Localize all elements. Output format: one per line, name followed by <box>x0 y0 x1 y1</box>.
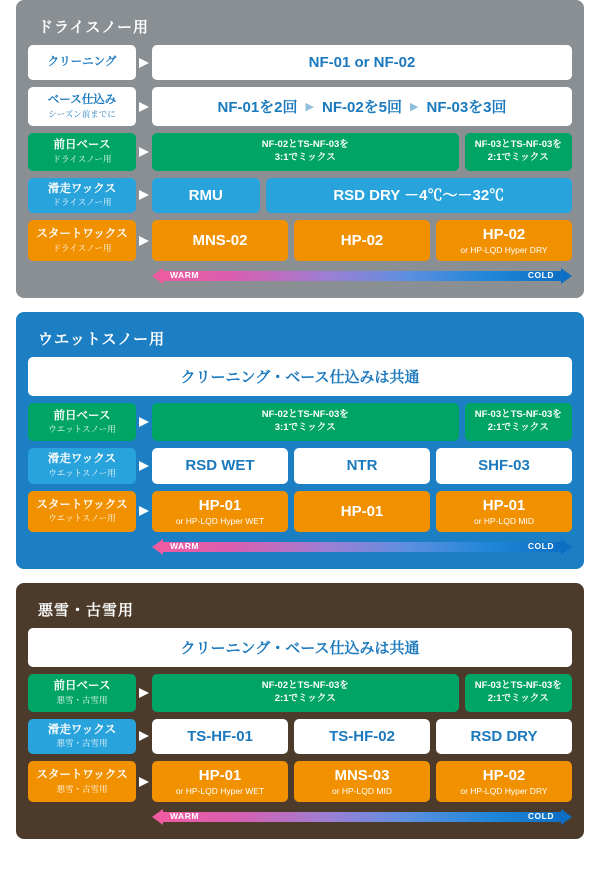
arrow-right-icon <box>136 491 152 532</box>
cell-dry-start-1 <box>152 220 288 261</box>
cell-sub-text: 2:1でミックス <box>487 422 549 434</box>
section-title-bad: 悪雪・古雪用 <box>38 601 135 619</box>
cell-main-text: TS-HF-01 <box>187 727 253 745</box>
cell-bad-prev-base-1 <box>152 674 459 712</box>
cell-wet-common-note <box>28 357 572 396</box>
label-dry-glide-wax <box>28 178 136 213</box>
cell-main-text: NF-03とTS-NF-03を <box>474 409 562 421</box>
temperature-scale-dry <box>28 268 572 284</box>
cell-wet-glide-2 <box>294 448 430 483</box>
cell-bad-prev-base-2 <box>465 674 573 712</box>
label-text-primary: スタートワックス <box>36 498 128 511</box>
row-dry-start-wax <box>28 220 572 261</box>
cell-bad-glide-1 <box>152 719 288 754</box>
cell-main-text: TS-HF-02 <box>329 727 395 745</box>
cell-sub-text: 3:1でミックス <box>274 151 336 163</box>
cell-main-text: HP-02 <box>482 226 526 244</box>
label-dry-base-prep <box>28 87 136 126</box>
cell-dry-glide-2 <box>266 178 573 213</box>
label-wet-prev-day-base <box>28 403 136 441</box>
chevron-right-icon: ▶ <box>410 101 419 113</box>
cell-dry-glide-1 <box>152 178 260 213</box>
label-bad-prev-day-base <box>28 674 136 712</box>
cell-main-text: SHF-03 <box>478 457 530 475</box>
cell-wet-glide-3 <box>436 448 572 483</box>
label-dry-cleaning <box>28 45 136 80</box>
sequence-step-1: NF-01を2回 <box>217 99 298 116</box>
cell-main-text: クリーニング・ベース仕込みは共通 <box>180 369 420 387</box>
cell-main-text: HP-02 <box>482 767 526 785</box>
section-bad-old-snow <box>16 583 584 839</box>
row-wet-glide-wax <box>28 448 572 483</box>
label-text-secondary: ドライスノー用 <box>52 242 112 253</box>
arrow-right-icon <box>561 809 572 825</box>
arrow-right-icon <box>136 133 152 171</box>
cell-dry-base-prep-sequence <box>152 87 572 126</box>
cell-bad-glide-3 <box>436 719 572 754</box>
cell-main-text: HP-02 <box>340 232 384 250</box>
cell-main-text: MNS-03 <box>334 767 390 785</box>
label-text-secondary: ドライスノー用 <box>52 197 112 208</box>
label-text-primary: スタートワックス <box>36 228 128 241</box>
label-text-primary: ベース仕込み <box>47 93 117 106</box>
arrow-right-icon <box>136 220 152 261</box>
chevron-right-icon: ▶ <box>305 101 314 113</box>
label-text-primary: 前日ベース <box>53 680 111 693</box>
label-wet-glide-wax <box>28 448 136 483</box>
cell-main-text: NF-03とTS-NF-03を <box>474 139 562 150</box>
arrow-right-icon <box>136 87 152 126</box>
arrow-right-icon <box>136 761 152 802</box>
label-bad-start-wax <box>28 761 136 802</box>
cell-main-text: HP-01 <box>482 496 526 514</box>
cell-main-text: MNS-02 <box>192 232 248 250</box>
label-text-primary: 滑走ワックス <box>47 453 117 466</box>
cell-bad-start-1 <box>152 761 288 802</box>
label-text-secondary: ドライスノー用 <box>52 153 112 164</box>
arrow-right-icon <box>136 45 152 80</box>
cell-dry-start-3 <box>436 220 572 261</box>
arrow-right-icon <box>136 719 152 754</box>
sequence-step-3: NF-03を3回 <box>426 99 507 116</box>
arrow-right-icon <box>561 268 572 284</box>
temperature-scale-wet <box>28 539 572 555</box>
temp-label-warm: WARM <box>170 270 199 281</box>
cell-sub-text: or HP-LQD MID <box>332 786 392 797</box>
cell-main-text: NF-01 or NF-02 <box>308 54 416 71</box>
row-wet-common-note <box>28 357 572 396</box>
cell-main-text: NF-03とTS-NF-03を <box>474 679 562 691</box>
cell-sub-text: or HP-LQD Hyper WET <box>175 786 265 797</box>
cell-main-text: RMU <box>188 186 223 204</box>
cell-sub-text: 3:1でミックス <box>274 422 336 434</box>
temp-label-cold: COLD <box>527 270 554 281</box>
cell-main-text: NF-02とTS-NF-03を <box>261 139 349 150</box>
section-dry-snow <box>16 0 584 298</box>
label-text-primary: 前日ベース <box>53 409 111 422</box>
cell-main-text: NF-02とTS-NF-03を <box>261 409 349 421</box>
row-bad-glide-wax <box>28 719 572 754</box>
cell-sub-text: or HP-LQD MID <box>474 515 534 526</box>
label-bad-glide-wax <box>28 719 136 754</box>
arrow-right-icon <box>561 539 572 555</box>
row-wet-prev-day-base <box>28 403 572 441</box>
label-text-primary: 前日ベース <box>53 139 111 152</box>
cell-bad-glide-2 <box>294 719 430 754</box>
cell-main-text: NF-02とTS-NF-03を <box>261 679 349 691</box>
row-bad-common-note <box>28 628 572 667</box>
label-dry-start-wax <box>28 220 136 261</box>
cell-wet-start-3 <box>436 491 572 532</box>
cell-sub-text: or HP-LQD Hyper DRY <box>460 786 548 797</box>
cell-sub-text: or HP-LQD Hyper WET <box>175 515 265 526</box>
cell-wet-glide-1 <box>152 448 288 483</box>
section-title-dry: ドライスノー用 <box>38 19 149 36</box>
temperature-gradient <box>162 271 562 281</box>
row-dry-cleaning <box>28 45 572 80</box>
cell-sub-text: 2:1でミックス <box>487 692 549 704</box>
cell-bad-common-note <box>28 628 572 667</box>
temp-label-cold: COLD <box>527 540 554 551</box>
cell-main-text: HP-01 <box>198 767 242 785</box>
cell-wet-prev-base-1 <box>152 403 459 441</box>
arrow-right-icon <box>136 448 152 483</box>
label-text-secondary: ウエットスノー用 <box>48 467 116 478</box>
temperature-gradient <box>162 812 562 822</box>
arrow-right-icon <box>136 178 152 213</box>
label-text-primary: クリーニング <box>47 55 117 68</box>
cell-main-text: NTR <box>346 457 378 475</box>
label-text-primary: スタートワックス <box>36 769 128 782</box>
cell-wet-start-1 <box>152 491 288 532</box>
label-text-secondary: 悪雪・古雪用 <box>56 783 108 794</box>
label-wet-start-wax <box>28 491 136 532</box>
temp-label-warm: WARM <box>170 540 199 551</box>
cell-main-text: HP-01 <box>198 496 242 514</box>
cell-sub-text: 2:1でミックス <box>487 151 549 163</box>
cell-wet-start-2 <box>294 491 430 532</box>
cell-bad-start-3 <box>436 761 572 802</box>
label-text-secondary: ウエットスノー用 <box>48 513 116 524</box>
cell-main-text: クリーニング・ベース仕込みは共通 <box>180 639 420 657</box>
row-wet-start-wax <box>28 491 572 532</box>
sequence-step-2: NF-02を5回 <box>321 99 403 116</box>
cell-main-text: RSD DRY －4℃～－32℃ <box>333 186 505 204</box>
cell-dry-start-2 <box>294 220 430 261</box>
section-wet-snow <box>16 312 584 568</box>
arrow-right-icon <box>136 674 152 712</box>
section-title-wet: ウエットスノー用 <box>38 331 166 349</box>
row-dry-glide-wax <box>28 178 572 213</box>
row-bad-start-wax <box>28 761 572 802</box>
cell-main-text: RSD WET <box>185 457 255 475</box>
label-text-secondary: ウエットスノー用 <box>48 424 116 435</box>
label-text-secondary: シーズン前までに <box>48 108 116 119</box>
cell-main-text: HP-01 <box>340 502 384 520</box>
cell-wet-prev-base-2 <box>465 403 573 441</box>
temperature-scale-bad <box>28 809 572 825</box>
arrow-right-icon <box>136 403 152 441</box>
label-text-secondary: 悪雪・古雪用 <box>56 694 108 705</box>
label-text-secondary: 悪雪・古雪用 <box>56 738 108 749</box>
temp-label-warm: WARM <box>170 811 199 822</box>
cell-dry-prev-base-1 <box>152 133 459 171</box>
cell-bad-start-2 <box>294 761 430 802</box>
cell-main-text: RSD DRY <box>470 727 538 745</box>
cell-sub-text: 2:1でミックス <box>274 692 336 704</box>
label-dry-prev-day-base <box>28 133 136 171</box>
temperature-gradient <box>162 542 562 552</box>
cell-dry-prev-base-2 <box>465 133 573 171</box>
label-text-primary: 滑走ワックス <box>47 182 117 195</box>
cell-dry-cleaning-value <box>152 45 572 80</box>
cell-sub-text: or HP-LQD Hyper DRY <box>460 245 548 256</box>
label-text-primary: 滑走ワックス <box>47 723 117 736</box>
row-dry-prev-day-base <box>28 133 572 171</box>
row-dry-base-prep <box>28 87 572 126</box>
row-bad-prev-day-base <box>28 674 572 712</box>
temp-label-cold: COLD <box>527 811 554 822</box>
